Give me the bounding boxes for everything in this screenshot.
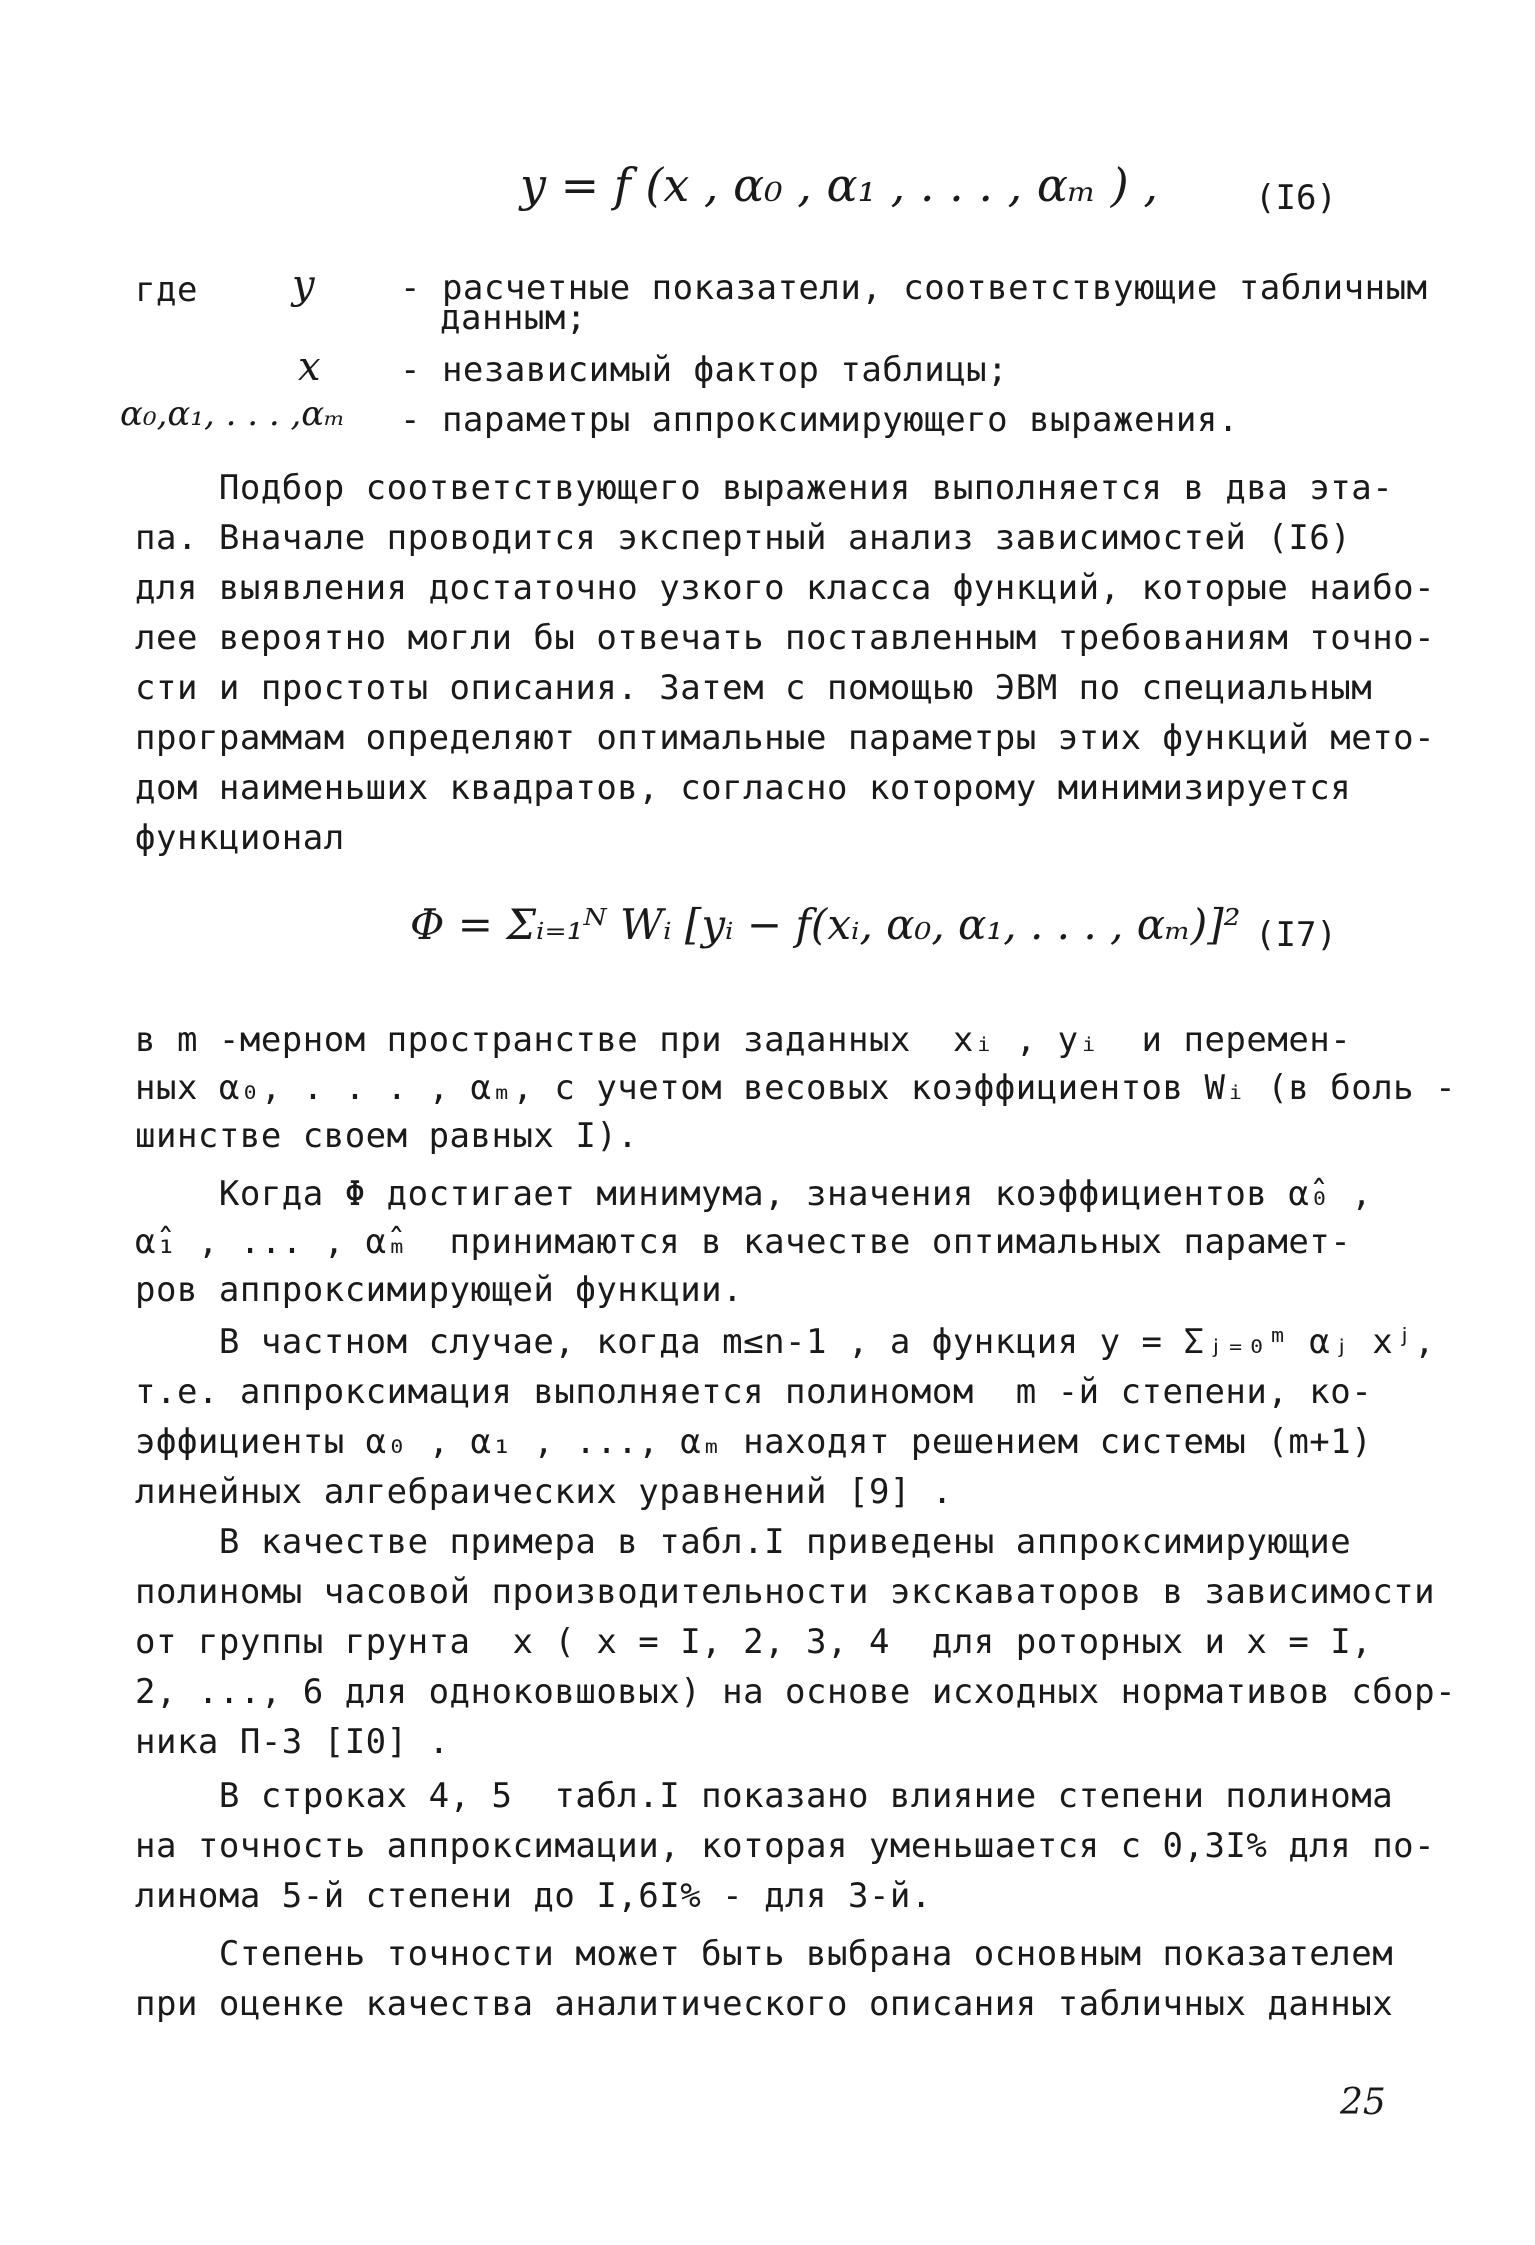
alpha-symbols: α₀,α₁, . . . ,αₘ	[120, 394, 346, 434]
para1-line-7: дом наименьших квадратов, согласно которому минимизируется	[135, 768, 1352, 808]
para4-line-3: эффициенты α₀ , α₁ , ..., αₘ находят решением системы (m+1)	[135, 1422, 1373, 1462]
para3-line-2: α̂₁ , ... , α̂ₘ принимаются в качестве оптимальных парамет-	[135, 1222, 1352, 1262]
para4-line-1: В частном случае, когда m≤n-1 , а функция y = Σⱼ₌₀ᵐ αⱼ xʲ,	[135, 1322, 1436, 1362]
x-symbol: x	[298, 344, 321, 390]
para6-line-1: В строках 4, 5 табл.I показано влияние степени полинома	[135, 1776, 1394, 1816]
para3-line-1: Когда Φ достигает минимума, значения коэффициентов α̂₀ ,	[135, 1174, 1373, 1214]
equation-17: Φ = Σᵢ₌₁ᴺ Wᵢ [yᵢ − f(xᵢ, α₀, α₁, . . . , αₘ)]²	[410, 900, 1241, 949]
para5-line-4: 2, ..., 6 для одноковшовых) на основе исходных нормативов сбор-	[135, 1672, 1457, 1712]
alpha-definition: - параметры аппроксимирующего выражения.	[400, 400, 1239, 440]
x-definition: - независимый фактор таблицы;	[400, 350, 1009, 390]
para2-line-2: ных α₀, . . . , αₘ, с учетом весовых коэффициентов Wᵢ (в боль -	[135, 1068, 1457, 1108]
para6-line-2: на точность аппроксимации, которая уменьшается с 0,3I% для по-	[135, 1826, 1436, 1866]
where-label: где	[135, 270, 198, 310]
para1-line-1: Подбор соответствующего выражения выполняется в два эта-	[135, 468, 1394, 508]
equation-17-number: (I7)	[1255, 915, 1337, 955]
para4-line-4: линейных алгебраических уравнений [9] .	[135, 1472, 953, 1512]
para1-line-2: па. Вначале проводится экспертный анализ зависимостей (I6)	[135, 518, 1352, 558]
y-definition-line-1: - расчетные показатели, соответствующие табличным	[400, 268, 1428, 308]
para3-line-3: ров аппроксимирующей функции.	[135, 1270, 744, 1310]
y-definition-line-2: данным;	[440, 298, 587, 338]
para7-line-2: при оценке качества аналитического описания табличных данных	[135, 1984, 1394, 2024]
para4-line-2: т.е. аппроксимация выполняется полиномом m -й степени, ко-	[135, 1372, 1373, 1412]
para1-line-3: для выявления достаточно узкого класса функций, которые наибо-	[135, 568, 1436, 608]
para5-line-2: полиномы часовой производительности экскаваторов в зависимости	[135, 1572, 1436, 1612]
equation-16: y = f (x , α₀ , α₁ , . . . , αₘ ) ,	[520, 158, 1158, 212]
para1-line-8: функционал	[135, 818, 345, 858]
para1-line-6: программам определяют оптимальные параметры этих функций мето-	[135, 718, 1436, 758]
para6-line-3: линома 5-й степени до I,6I% - для 3-й.	[135, 1876, 932, 1916]
y-symbol: y	[292, 262, 315, 308]
para5-line-1: В качестве примера в табл.I приведены аппроксимирующие	[135, 1522, 1352, 1562]
para7-line-1: Степень точности может быть выбрана основным показателем	[135, 1934, 1394, 1974]
para5-line-3: от группы грунта x ( x = I, 2, 3, 4 для роторных и x = I,	[135, 1622, 1373, 1662]
para1-line-4: лее вероятно могли бы отвечать поставленным требованиям точно-	[135, 618, 1436, 658]
para5-line-5: ника П-3 [I0] .	[135, 1722, 450, 1762]
equation-16-number: (I6)	[1255, 178, 1337, 218]
para1-line-5: сти и простоты описания. Затем с помощью ЭВМ по специальным	[135, 668, 1373, 708]
para2-line-1: в m -мерном пространстве при заданных xᵢ , yᵢ и перемен-	[135, 1020, 1352, 1060]
page-number: 25	[1340, 2082, 1386, 2123]
para2-line-3: шинстве своем равных I).	[135, 1116, 639, 1156]
